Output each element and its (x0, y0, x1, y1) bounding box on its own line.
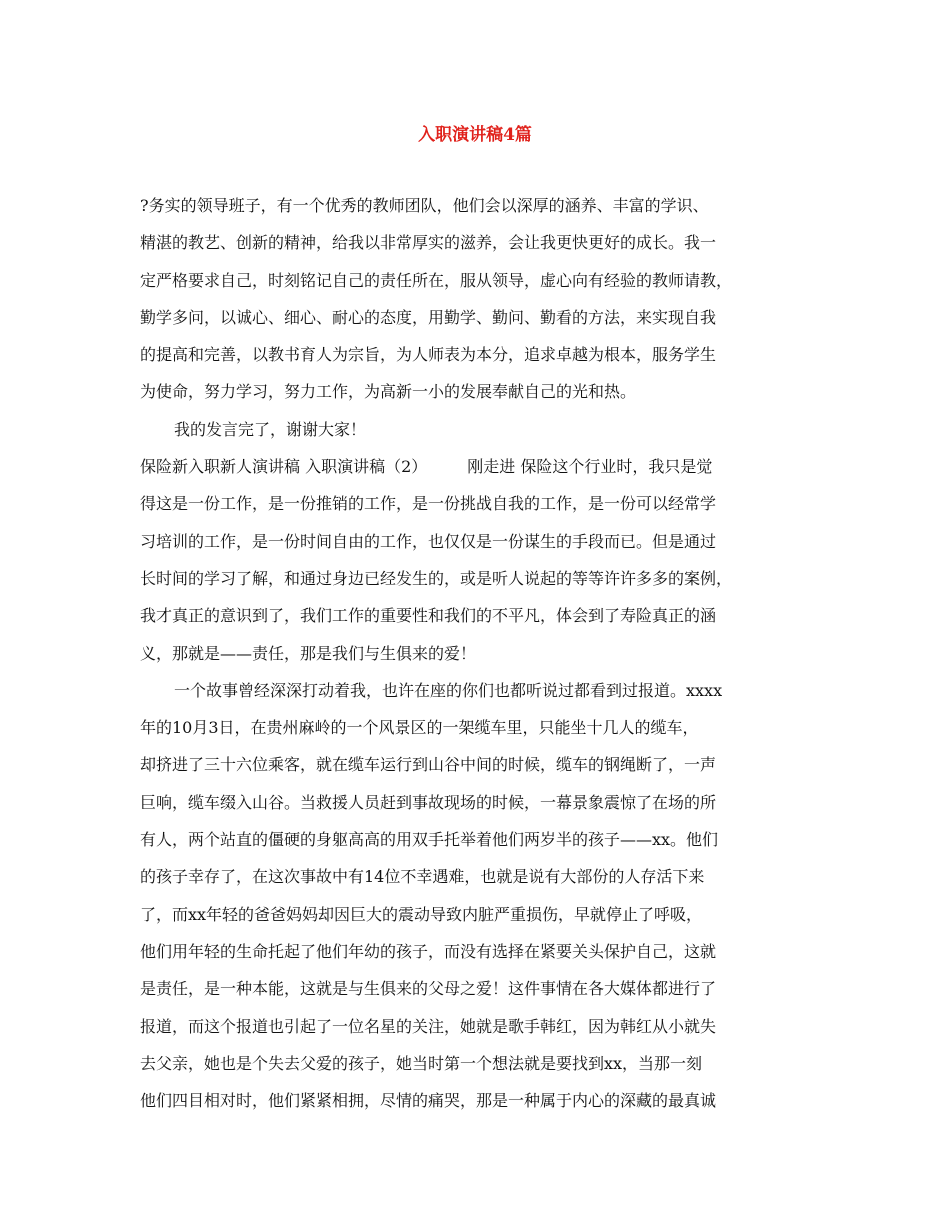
text-line: 的提高和完善，以教书育人为宗旨，为人师表为本分，追求卓越为根本，服务学生 (140, 345, 717, 365)
text-line: 却挤进了三十六位乘客，就在缆车运行到山谷中间的时候，缆车的钢绳断了，一声 (140, 755, 717, 775)
text-line: 我才真正的意识到了，我们工作的重要性和我们的不平凡，体会到了寿险真正的涵 (140, 606, 717, 626)
text-line: 他们用年轻的生命托起了他们年幼的孩子，而没有选择在紧要关头保护自己，这就 (140, 941, 717, 961)
document-title: 入职演讲稿4篇 (418, 125, 532, 145)
text-line: 年的10月3日，在贵州麻岭的一个风景区的一架缆车里，只能坐十几人的缆车， (140, 718, 699, 738)
text-line: 一个故事曾经深深打动着我，也许在座的你们也都听说过都看到过报道。xxxx (174, 680, 723, 700)
text-line: 为使命，努力学习，努力工作，为高新一小的发展奉献自己的光和热。 (140, 382, 637, 402)
text-line: 报道，而这个报道也引起了一位名星的关注，她就是歌手韩红，因为韩红从小就失 (140, 1016, 717, 1036)
text-line: 他们四目相对时，他们紧紧相拥，尽情的痛哭，那是一种属于内心的深藏的最真诚 (140, 1091, 717, 1111)
text-line: 去父亲，她也是个失去父爱的孩子，她当时第一个想法就是要找到xx，当那一刻 (140, 1053, 703, 1073)
text-line: 保险新入职新人演讲稿 入职演讲稿（2） 刚走进 保险这个行业时，我只是觉 (140, 457, 713, 477)
text-line: 定严格要求自己，时刻铭记自己的责任所在，服从领导，虚心向有经验的教师请教， (140, 270, 733, 290)
text-line: 得这是一份工作，是一份推销的工作，是一份挑战自我的工作，是一份可以经常学 (140, 494, 717, 514)
text-line: 是责任，是一种本能，这就是与生俱来的父母之爱！这件事情在各大媒体都进行了 (140, 979, 717, 999)
text-line: 了，而xx年轻的爸爸妈妈却因巨大的震动导致内脏严重损伤，早就停止了呼吸， (140, 904, 703, 924)
text-line: 精湛的教艺、创新的精神，给我以非常厚实的滋养，会让我更快更好的成长。我一 (140, 233, 717, 253)
text-line: 习培训的工作，是一份时间自由的工作，也仅仅是一份谋生的手段而已。但是通过 (140, 531, 717, 551)
text-line: 义，那就是——责任，那是我们与生俱来的爱！ (140, 643, 477, 663)
text-line: 的孩子幸存了，在这次事故中有14位不幸遇难，也就是说有大部份的人存活下来 (140, 867, 705, 887)
text-line: 我的发言完了，谢谢大家！ (174, 419, 367, 439)
text-line: 勤学多问，以诚心、细心、耐心的态度，用勤学、勤问、勤看的方法，来实现自我 (140, 307, 717, 327)
text-line: 长时间的学习了解，和通过身边已经发生的，或是听人说起的等等许许多多的案例， (140, 568, 733, 588)
document-body (140, 187, 830, 1119)
text-line: 巨响，缆车缀入山谷。当救援人员赶到事故现场的时候，一幕景象震惊了在场的所 (140, 792, 717, 812)
text-line: 有人，两个站直的僵硬的身躯高高的用双手托举着他们两岁半的孩子——xx。他们 (140, 830, 719, 850)
text-line: ?务实的领导班子，有一个优秀的教师团队，他们会以深厚的涵养、丰富的学识、 (140, 196, 709, 215)
